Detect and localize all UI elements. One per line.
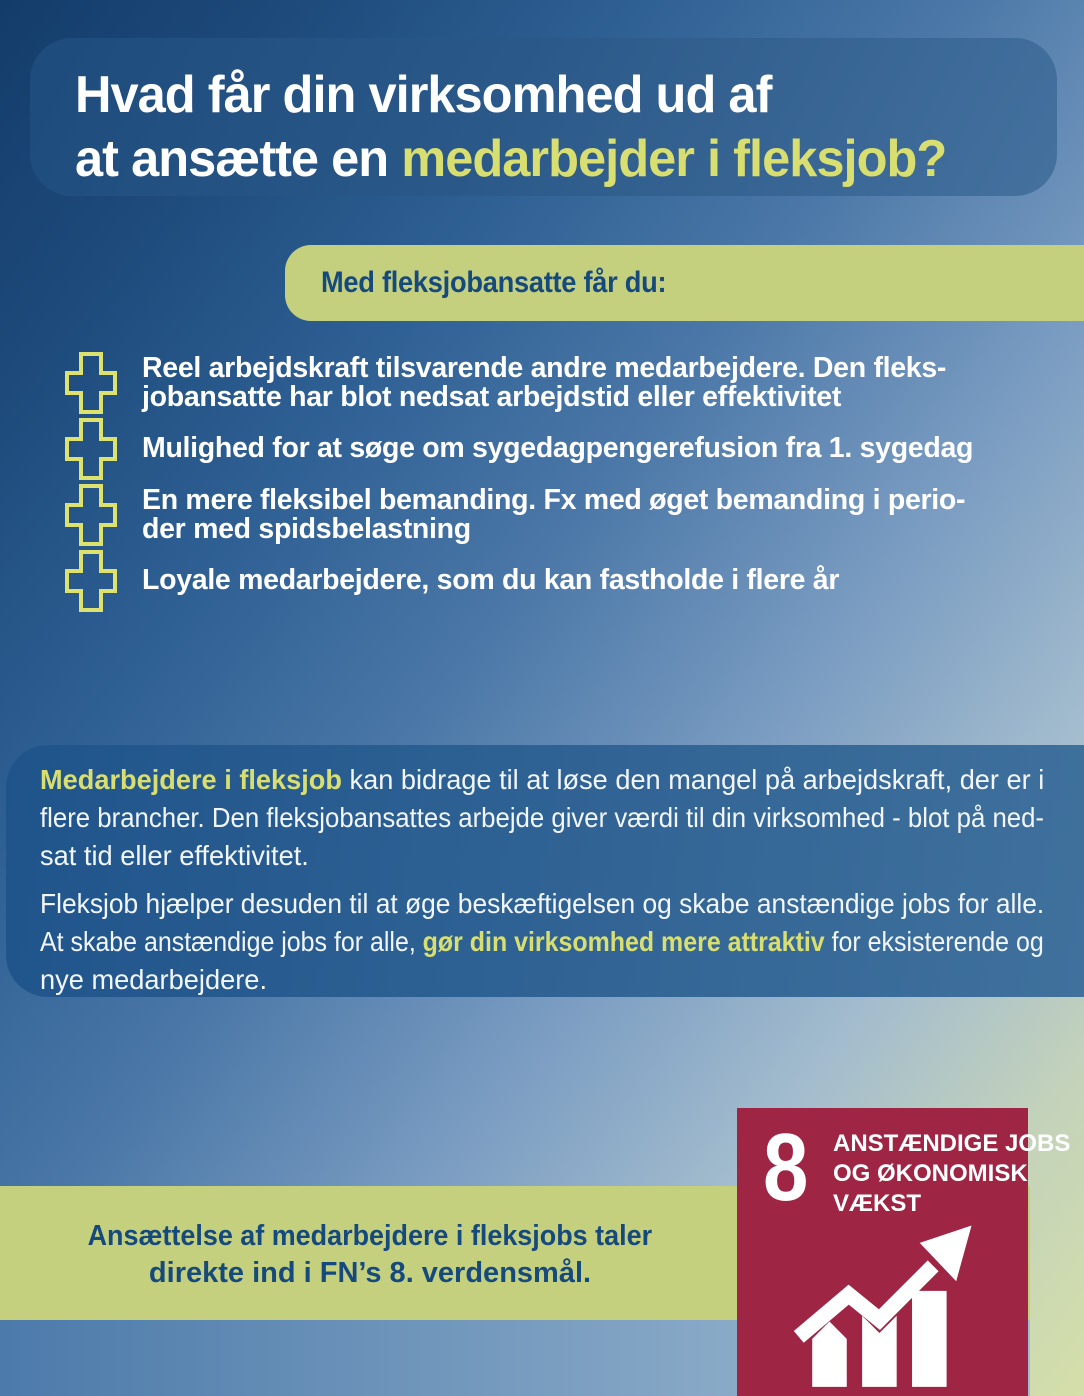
page-title-line-2: at ansætte en medarbejder i fleksjob? — [75, 130, 947, 188]
benefit-text: En mere fleksibel bemanding. Fx med øget bemanding i perio- der med spidsbelastning — [142, 483, 966, 545]
benefit-text: Reel arbejdskraft tilsvarende andre medarbejdere. Den fleks- jobansatte har blot nedsat arbejdstid eller effektivitet — [142, 351, 947, 413]
plus-icon — [64, 550, 118, 612]
benefit-item — [64, 484, 1054, 546]
sdg8-number: 8 — [763, 1114, 809, 1221]
benefit-item — [64, 550, 1054, 612]
paragraph-1: Medarbejdere i fleksjob kan bidrage til at løse den mangel på arbejdskraft, der er i flere brancher. Den fleksjobansattes arbejde giver værdi til din virksomhed - blot på ned- sat tid eller effektivitet. — [40, 764, 1045, 871]
sdg8-tile — [737, 1108, 1071, 1396]
plus-icon — [64, 418, 118, 480]
footer-text: Ansættelse af medarbejdere i fleksjobs taler direkte ind i FN’s 8. verdensmål. — [87, 1220, 653, 1289]
page-title-line-1: Hvad får din virksomhed ud af — [75, 66, 772, 124]
benefit-text: Mulighed for at søge om sygedagpengerefusion fra 1. sygedag — [142, 432, 974, 465]
info-panel — [6, 745, 1084, 997]
benefit-item — [64, 418, 1054, 480]
title-box — [30, 38, 1057, 196]
benefits-header-label: Med fleksjobansatte får du: — [321, 266, 667, 299]
benefit-text: Loyale medarbejdere, som du kan fastholde i flere år — [142, 564, 840, 597]
benefits-list — [64, 352, 1054, 612]
plus-icon — [64, 484, 118, 546]
benefit-item — [64, 352, 1054, 414]
sdg-growth-chart-icon — [793, 1210, 985, 1387]
paragraph-2: Fleksjob hjælper desuden til at øge beskæftigelsen og skabe anstændige jobs for alle. At skabe anstændige jobs for alle, gør din virksomhed mere attraktiv for eksisterende og nye medarbejdere. — [40, 888, 1045, 995]
sdg8-title: ANSTÆNDIGE JOBS OG ØKONOMISK VÆKST — [833, 1130, 1071, 1217]
benefits-header — [285, 245, 1084, 321]
plus-icon — [64, 352, 118, 414]
sdg8-header — [737, 1108, 1071, 1221]
